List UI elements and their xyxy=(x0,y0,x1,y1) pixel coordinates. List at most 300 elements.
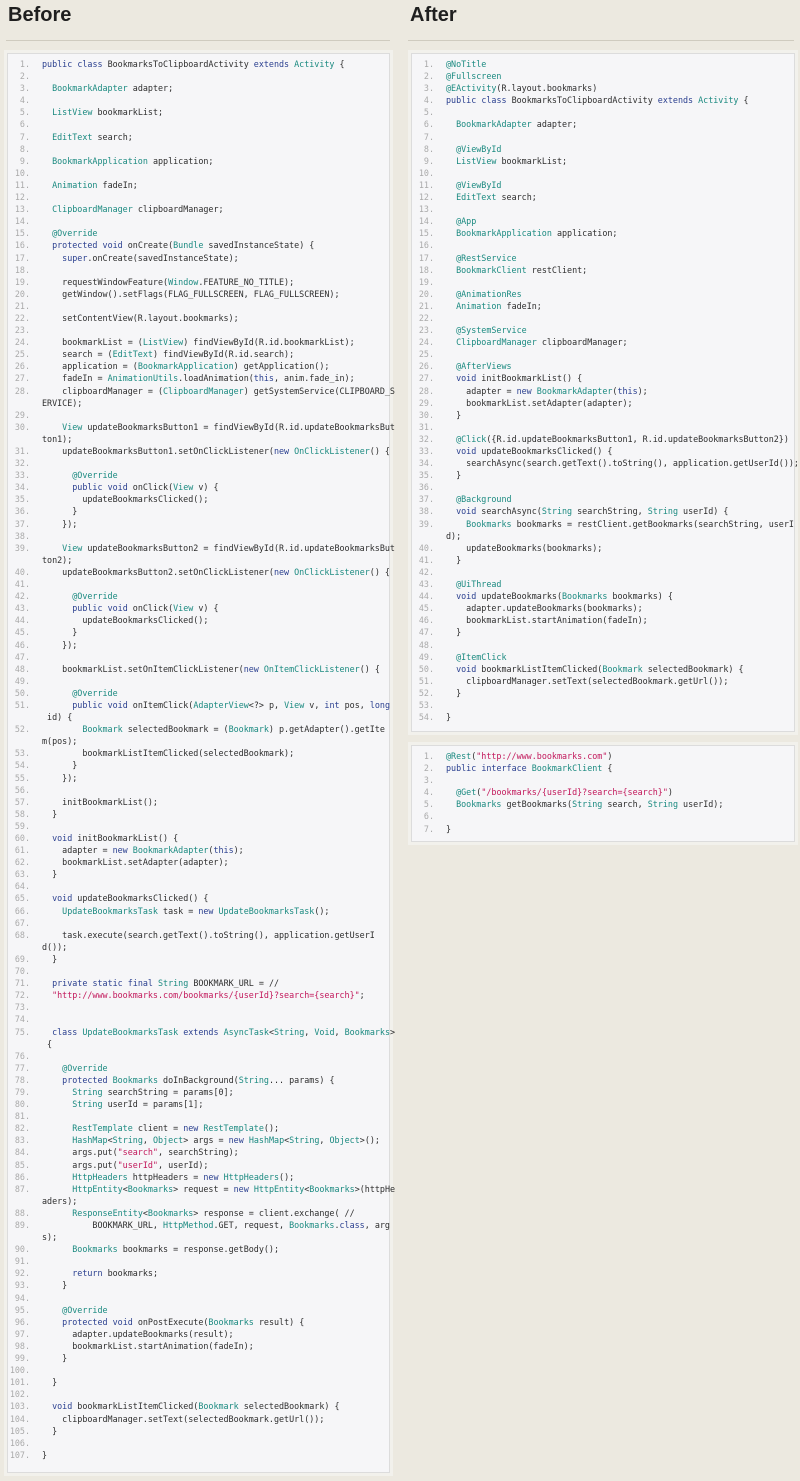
code-text xyxy=(30,530,42,542)
line-number: 80. xyxy=(14,1099,30,1110)
code-text: @SystemService xyxy=(456,325,527,336)
line-number: 106. xyxy=(9,1437,30,1448)
before-code-line xyxy=(8,578,389,590)
before-code-line xyxy=(8,880,389,892)
before-code-line xyxy=(8,953,389,965)
code-text: void updateBookmarksClicked() { xyxy=(52,893,209,904)
line-number: 70. xyxy=(14,966,30,977)
line-number: 104. xyxy=(9,1413,30,1424)
code-text: Animation fadeIn; xyxy=(52,179,138,190)
code-text: d()); xyxy=(42,941,68,952)
before-code-line xyxy=(8,469,389,481)
code-text: String searchString = params[0]; xyxy=(72,1086,234,1097)
before-code-line xyxy=(8,1219,389,1231)
code-text: } xyxy=(42,1425,58,1436)
code-text: View updateBookmarksButton2 = findViewById(R.id.updateBookmarksBut xyxy=(62,542,395,553)
after-code-line xyxy=(412,397,794,409)
after-code-line xyxy=(412,469,794,481)
before-code-line xyxy=(8,772,389,784)
line-number: 62. xyxy=(14,857,30,868)
code-text: updateBookmarksClicked(); xyxy=(42,615,209,626)
line-number: 53. xyxy=(418,699,434,710)
after-code-line xyxy=(412,118,794,130)
line-number: 101. xyxy=(9,1377,30,1388)
after-code-line xyxy=(412,457,799,469)
code-text: } xyxy=(446,823,452,834)
line-number: 61. xyxy=(14,845,30,856)
code-text xyxy=(30,1437,42,1449)
line-number: 41. xyxy=(14,579,30,590)
before-code-line xyxy=(8,929,389,941)
before-code-line xyxy=(8,457,389,469)
before-code-line xyxy=(8,1050,389,1062)
line-number: 100. xyxy=(9,1365,30,1376)
before-code-line xyxy=(8,1437,389,1449)
line-number: 36. xyxy=(418,482,434,493)
code-text: @Rest("http://www.bookmarks.com") xyxy=(446,751,613,761)
code-text: args.put("search", searchString); xyxy=(42,1147,239,1158)
code-text: HashMap<String, Object> args = new HashMap<String, Object>(); xyxy=(72,1135,380,1146)
line-number: 10. xyxy=(14,167,30,178)
code-text: public class BookmarksToClipboardActivity extends Activity { xyxy=(446,95,749,106)
before-code-line xyxy=(8,82,389,94)
code-text xyxy=(434,699,446,711)
line-number: 5. xyxy=(19,107,30,118)
line-number: 6. xyxy=(19,119,30,130)
before-code-line xyxy=(8,566,389,578)
before-code-line xyxy=(8,856,389,868)
line-number xyxy=(8,735,30,747)
code-text: }); xyxy=(42,639,78,650)
line-number: 75. xyxy=(14,1026,30,1037)
line-number: 65. xyxy=(14,893,30,904)
before-code-line xyxy=(8,58,389,70)
line-number: 42. xyxy=(418,566,434,577)
before-code-line xyxy=(8,1376,389,1388)
line-number: 46. xyxy=(418,615,434,626)
line-number: 40. xyxy=(418,542,434,553)
code-text: Bookmark selectedBookmark = (Bookmark) p.getAdapter().getIte xyxy=(82,724,385,735)
after-code-line xyxy=(412,481,794,493)
code-text: @NoTitle xyxy=(446,59,487,69)
line-number: 50. xyxy=(14,687,30,698)
line-number: 7. xyxy=(423,131,434,142)
before-code-line xyxy=(8,445,389,457)
before-code-line xyxy=(8,1292,389,1304)
before-code-line xyxy=(8,711,389,723)
code-text: } xyxy=(42,506,78,517)
code-text xyxy=(30,675,42,687)
code-text: application = (BookmarkApplication) getApplication(); xyxy=(42,361,330,372)
line-number: 39. xyxy=(418,518,434,529)
before-code-line xyxy=(8,1171,389,1183)
line-number: 38. xyxy=(418,506,434,517)
code-text: task.execute(search.getText().toString(), application.getUserI xyxy=(42,929,375,940)
before-code-line xyxy=(8,917,389,929)
line-number: 3. xyxy=(423,83,434,94)
line-number: 24. xyxy=(14,337,30,348)
code-text: @Fullscreen xyxy=(446,71,502,82)
line-number: 19. xyxy=(418,276,434,287)
line-number: 34. xyxy=(14,482,30,493)
code-text: protected void onCreate(Bundle savedInstanceState) { xyxy=(52,240,315,251)
code-text: { xyxy=(42,1038,53,1049)
line-number: 29. xyxy=(14,409,30,420)
line-number: 2. xyxy=(19,71,30,82)
before-code-line xyxy=(8,155,389,167)
line-number: 51. xyxy=(418,675,434,686)
code-text: UpdateBookmarksTask task = new UpdateBookmarksTask(); xyxy=(62,905,330,916)
line-number: 26. xyxy=(14,361,30,372)
before-code-line xyxy=(8,941,389,953)
line-number: 16. xyxy=(418,240,434,251)
before-code-line xyxy=(8,747,389,759)
line-number: 99. xyxy=(14,1353,30,1364)
before-code-line xyxy=(8,735,389,747)
code-text: HttpHeaders httpHeaders = new HttpHeaders(); xyxy=(72,1171,295,1182)
code-text: } xyxy=(42,1377,58,1388)
after-code-line xyxy=(412,505,794,517)
before-code-line xyxy=(8,70,389,82)
code-text: id) { xyxy=(42,712,73,723)
line-number: 18. xyxy=(418,264,434,275)
code-text: ton2); xyxy=(42,554,73,565)
line-number xyxy=(8,554,30,566)
line-number: 11. xyxy=(14,179,30,190)
line-number: 29. xyxy=(418,397,434,408)
before-code-line xyxy=(8,614,389,626)
code-text: public class BookmarksToClipboardActivity extends Activity { xyxy=(42,59,345,69)
code-text xyxy=(30,191,42,203)
code-text xyxy=(30,880,42,892)
code-text: bookmarkList.setOnItemClickListener(new OnItemClickListener() { xyxy=(42,663,380,674)
line-number: 26. xyxy=(418,361,434,372)
line-number: 43. xyxy=(418,579,434,590)
line-number: 52. xyxy=(418,687,434,698)
code-text xyxy=(30,457,42,469)
code-text: requestWindowFeature(Window.FEATURE_NO_TITLE); xyxy=(42,276,295,287)
code-text: Animation fadeIn; xyxy=(456,300,542,311)
line-number: 77. xyxy=(14,1062,30,1073)
code-text: Bookmarks bookmarks = restClient.getBookmarks(searchString, userI xyxy=(466,518,794,529)
code-text: @RestService xyxy=(456,252,517,263)
line-number: 50. xyxy=(418,663,434,674)
code-text xyxy=(30,578,42,590)
before-code-line xyxy=(8,493,389,505)
line-number: 5. xyxy=(423,107,434,118)
after-code-line xyxy=(412,639,794,651)
line-number: 57. xyxy=(14,796,30,807)
line-number: 28. xyxy=(418,385,434,396)
before-code-line xyxy=(8,1207,389,1219)
code-text: clipboardManager.setText(selectedBookmark.getUrl()); xyxy=(42,1413,325,1424)
after-code-line xyxy=(412,324,794,336)
code-text: @Override xyxy=(62,1062,108,1073)
code-text: ERVICE); xyxy=(42,397,83,408)
line-number: 71. xyxy=(14,978,30,989)
before-code-line xyxy=(8,118,389,130)
code-text: bookmarkListItemClicked(selectedBookmark); xyxy=(42,748,295,759)
line-number: 19. xyxy=(14,276,30,287)
before-code-line xyxy=(8,1267,389,1279)
before-code-line xyxy=(8,675,389,687)
after-code-line xyxy=(412,614,794,626)
after-code-line xyxy=(412,167,794,179)
line-number: 76. xyxy=(14,1050,30,1061)
before-code-line xyxy=(8,1001,389,1013)
before-code-line xyxy=(8,796,389,808)
code-text xyxy=(30,1013,42,1025)
line-number xyxy=(8,397,30,409)
code-text: return bookmarks; xyxy=(72,1268,158,1279)
after-code-line xyxy=(412,385,794,397)
code-text: BookmarkAdapter adapter; xyxy=(456,119,578,130)
after-code-line xyxy=(412,288,794,300)
before-code-line xyxy=(8,167,389,179)
code-text xyxy=(434,203,446,215)
before-code-line xyxy=(8,276,389,288)
line-number: 9. xyxy=(19,155,30,166)
code-text: m(pos); xyxy=(42,736,78,747)
after-code-line xyxy=(412,699,794,711)
before-code-line xyxy=(8,1388,389,1400)
before-code-line xyxy=(8,179,389,191)
line-number xyxy=(8,433,30,445)
line-number: 98. xyxy=(14,1340,30,1351)
before-code-line xyxy=(8,505,389,517)
code-text: BookmarkApplication application; xyxy=(52,155,214,166)
code-text: void initBookmarkList() { xyxy=(456,373,583,384)
client-code-line xyxy=(412,750,794,762)
line-number: 28. xyxy=(14,385,30,396)
code-text xyxy=(434,774,446,786)
code-text: ListView bookmarkList; xyxy=(52,107,164,118)
code-text: void initBookmarkList() { xyxy=(52,833,179,843)
after-code-line xyxy=(412,590,794,602)
code-text: BookmarkApplication application; xyxy=(456,228,618,239)
before-code-line xyxy=(8,324,389,336)
line-number: 89. xyxy=(14,1220,30,1230)
after-code-line xyxy=(412,143,794,155)
code-text: void updateBookmarksClicked() { xyxy=(456,446,613,456)
after-code-line xyxy=(412,82,794,94)
before-code-line xyxy=(8,977,389,989)
before-code-line xyxy=(8,1425,389,1437)
line-number: 49. xyxy=(14,675,30,686)
code-text: } xyxy=(42,760,78,771)
code-text: adapter = new BookmarkAdapter(this); xyxy=(42,845,244,856)
code-text: ResponseEntity<Bookmarks> response = client.exchange( // xyxy=(72,1207,355,1218)
line-number: 8. xyxy=(19,143,30,154)
line-number: 30. xyxy=(418,409,434,420)
before-code-line xyxy=(8,409,389,421)
client-code-line xyxy=(412,762,794,774)
line-number: 69. xyxy=(14,953,30,964)
before-code-line xyxy=(8,868,389,880)
code-text: BOOKMARK_URL, HttpMethod.GET, request, Bookmarks.class, arg xyxy=(42,1220,390,1230)
line-number: 12. xyxy=(418,192,434,203)
after-code-line xyxy=(412,626,794,638)
line-number: 85. xyxy=(14,1159,30,1170)
code-text xyxy=(434,312,446,324)
line-number: 1. xyxy=(19,59,30,69)
line-number: 2. xyxy=(423,763,434,774)
line-number: 30. xyxy=(14,421,30,432)
line-number: 87. xyxy=(14,1183,30,1194)
before-code-line xyxy=(8,651,389,663)
before-code-line xyxy=(8,639,389,651)
code-text: @Override xyxy=(72,591,118,602)
line-number: 27. xyxy=(418,373,434,384)
line-number: 51. xyxy=(14,699,30,710)
code-text: @Click({R.id.updateBookmarksButton1, R.id.updateBookmarksButton2}) xyxy=(456,433,789,444)
code-text: @Override xyxy=(72,470,118,481)
line-number: 18. xyxy=(14,264,30,275)
before-code-line xyxy=(8,530,389,542)
code-text: @EActivity(R.layout.bookmarks) xyxy=(446,83,598,94)
before-divider xyxy=(6,40,390,41)
before-code-line xyxy=(8,1449,389,1461)
line-number: 3. xyxy=(19,83,30,94)
code-text: HttpEntity<Bookmarks> request = new HttpEntity<Bookmarks>(httpHe xyxy=(72,1183,396,1194)
before-code-line xyxy=(8,252,389,264)
line-number: 17. xyxy=(14,252,30,263)
line-number: 24. xyxy=(418,337,434,348)
code-text: args.put("userId", userId); xyxy=(42,1159,209,1170)
line-number: 93. xyxy=(14,1280,30,1291)
code-text: @Override xyxy=(72,687,118,698)
before-code-line xyxy=(8,602,389,614)
code-text: BookmarkAdapter adapter; xyxy=(52,83,174,94)
code-text xyxy=(434,566,446,578)
client-code-line xyxy=(412,774,794,786)
before-code-line xyxy=(8,905,389,917)
line-number: 13. xyxy=(14,204,30,215)
client-code-line xyxy=(412,798,794,810)
line-number: 23. xyxy=(418,325,434,336)
line-number xyxy=(8,1038,30,1050)
code-text: search = (EditText) findViewById(R.id.search); xyxy=(42,349,295,360)
code-text: adapter.updateBookmarks(bookmarks); xyxy=(446,603,643,614)
line-number: 4. xyxy=(423,95,434,106)
code-text: public void onClick(View v) { xyxy=(72,603,219,614)
line-number: 8. xyxy=(423,143,434,154)
before-code-line xyxy=(8,348,389,360)
code-text: @AfterViews xyxy=(456,361,512,372)
before-code-line xyxy=(8,372,389,384)
before-code-line xyxy=(8,94,389,106)
line-number: 21. xyxy=(418,300,434,311)
code-text: bookmarkList = (ListView) findViewById(R.id.bookmarkList); xyxy=(42,337,355,348)
code-text: String userId = params[1]; xyxy=(72,1099,204,1110)
before-code-line xyxy=(8,203,389,215)
after-code-line xyxy=(412,300,794,312)
after-code-line xyxy=(412,421,794,433)
code-text xyxy=(434,276,446,288)
line-number: 46. xyxy=(14,639,30,650)
before-code-line xyxy=(8,1400,389,1412)
code-text: adapter = new BookmarkAdapter(this); xyxy=(446,385,648,396)
after-code-line xyxy=(412,203,794,215)
before-code-line xyxy=(8,759,389,771)
line-number: 7. xyxy=(19,131,30,142)
before-code-line xyxy=(8,1038,389,1050)
after-code-line xyxy=(412,94,794,106)
code-text xyxy=(30,784,42,796)
code-text: void bookmarkListItemClicked(Bookmark selectedBookmark) { xyxy=(456,663,744,674)
code-text xyxy=(30,118,42,130)
before-code-line xyxy=(8,1183,396,1195)
rest-client-code-panel xyxy=(411,745,795,842)
before-code-line xyxy=(8,421,395,433)
after-code-line xyxy=(412,542,794,554)
code-text xyxy=(434,239,446,251)
line-number: 92. xyxy=(14,1268,30,1279)
code-text: View updateBookmarksButton1 = findViewById(R.id.updateBookmarksBut xyxy=(62,421,395,432)
code-text xyxy=(434,421,446,433)
code-text: clipboardManager = (ClipboardManager) getSystemService(CLIPBOARD_S xyxy=(42,385,395,396)
after-code-line xyxy=(412,663,794,675)
line-number: 16. xyxy=(14,240,30,251)
before-code-line xyxy=(8,808,389,820)
line-number xyxy=(8,1231,30,1243)
line-number: 20. xyxy=(14,288,30,299)
before-code-line xyxy=(8,239,389,251)
code-text xyxy=(30,324,42,336)
code-text xyxy=(30,651,42,663)
after-code-panel xyxy=(411,53,799,732)
before-code-panel xyxy=(7,53,396,1473)
line-number: 20. xyxy=(418,288,434,299)
before-code-line xyxy=(8,1122,389,1134)
code-text: getWindow().setFlags(FLAG_FULLSCREEN, FLAG_FULLSCREEN); xyxy=(42,288,340,299)
code-text: @ViewById xyxy=(456,143,502,154)
line-number: 60. xyxy=(14,833,30,843)
line-number: 79. xyxy=(14,1086,30,1097)
after-code-line xyxy=(412,58,794,70)
before-code-line xyxy=(8,1110,389,1122)
line-number: 48. xyxy=(418,639,434,650)
before-code-line xyxy=(8,892,389,904)
code-text: Bookmarks bookmarks = response.getBody(); xyxy=(72,1244,280,1255)
line-number: 39. xyxy=(14,542,30,553)
after-code-line xyxy=(412,131,794,143)
code-text xyxy=(30,94,42,106)
line-number: 22. xyxy=(418,312,434,323)
line-number: 68. xyxy=(14,929,30,940)
line-number: 42. xyxy=(14,591,30,602)
line-number: 40. xyxy=(14,566,30,577)
before-code-line xyxy=(8,626,389,638)
after-code-line xyxy=(412,602,794,614)
line-number: 13. xyxy=(418,204,434,215)
before-code-line xyxy=(8,989,389,1001)
line-number: 54. xyxy=(14,760,30,771)
line-number: 55. xyxy=(14,772,30,783)
code-text xyxy=(30,1255,42,1267)
line-number: 25. xyxy=(14,349,30,360)
line-number: 34. xyxy=(418,458,434,469)
line-number: 67. xyxy=(14,917,30,928)
line-number: 73. xyxy=(14,1002,30,1013)
line-number: 48. xyxy=(14,663,30,674)
line-number: 97. xyxy=(14,1328,30,1339)
line-number: 11. xyxy=(418,179,434,190)
before-code-line xyxy=(8,433,389,445)
before-code-line xyxy=(8,481,389,493)
code-text: ton1); xyxy=(42,433,73,444)
before-code-line xyxy=(8,1086,389,1098)
